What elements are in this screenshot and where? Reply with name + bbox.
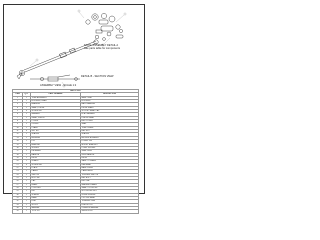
cell-part-number: BRACKET — [31, 143, 81, 146]
cell-description: SPACER — [81, 133, 139, 136]
cell-item: 8 — [13, 120, 23, 123]
cell-qty: 1 — [23, 193, 31, 196]
cell-item: 4 — [13, 106, 23, 109]
cell-item: 14 — [13, 140, 23, 143]
cell-qty: 1 — [23, 156, 31, 159]
cell-description: GUIDE SLEEVE — [81, 193, 139, 196]
cell-item: 11 — [13, 130, 23, 133]
cell-item: 9 — [13, 123, 23, 126]
cell-part-number: SPOOL — [31, 203, 81, 206]
table-title: PARTS LIST — [13, 90, 139, 93]
cell-item: 12 — [13, 133, 23, 136]
cell-part-number: LABEL — [31, 183, 81, 186]
parts-table — [12, 89, 139, 214]
cell-description: HEX BOLT — [81, 176, 139, 179]
cell-description: BASE PLATE — [81, 166, 139, 169]
cell-part-number: HOUSING, REAR — [31, 100, 81, 103]
cell-part-number: LINE — [31, 200, 81, 203]
cell-qty: 1 — [23, 133, 31, 136]
cell-part-number: O-RING — [31, 123, 81, 126]
cell-qty: 1 — [23, 126, 31, 129]
cell-description: END CAP — [81, 180, 139, 183]
cell-item: 17 — [13, 150, 23, 153]
cell-description: SAFETY GUARD — [81, 160, 139, 163]
cell-part-number: NUT M5 — [31, 130, 81, 133]
cell-qty: 1 — [23, 183, 31, 186]
cell-description: END COVER — [81, 120, 139, 123]
cell-qty: 2 — [23, 176, 31, 179]
cell-part-number: CAP — [31, 180, 81, 183]
cell-part-number: HEAD — [31, 197, 81, 200]
cell-description: TRIMMER LINE — [81, 200, 139, 203]
cell-description: HOUSING — [81, 100, 139, 103]
cell-item: 6 — [13, 113, 23, 116]
cell-part-number: SPRING — [31, 146, 81, 149]
drawing-sheet — [0, 0, 149, 213]
cell-description: SEAL — [81, 123, 139, 126]
column-header-description: DESCRIPTION — [81, 93, 139, 96]
cell-description: PAN HEAD — [81, 163, 139, 166]
cell-qty: 1 — [23, 160, 31, 163]
cell-qty: 2 — [23, 123, 31, 126]
column-header-part-number: PART NUMBER — [31, 93, 81, 96]
cell-part-number: CLAMP — [31, 126, 81, 129]
cell-qty: 2 — [23, 113, 31, 116]
note-bottom: ASSEMBLY VIEW - SCALE 1:2 — [40, 84, 77, 87]
cell-part-number: RETAINER — [31, 150, 81, 153]
cell-item: 29 — [13, 190, 23, 193]
cell-qty: 1 — [23, 207, 31, 210]
cell-description: TUBE CLAMP — [81, 126, 139, 129]
cell-qty: 1 — [23, 116, 31, 119]
cell-part-number: WASHER — [31, 113, 81, 116]
cell-part-number: BOLT M6 — [31, 176, 81, 179]
cell-part-number: CABLE — [31, 170, 81, 173]
cell-description: BALL BEARING — [81, 103, 139, 106]
note-upper-2: See parts table for components — [84, 47, 121, 50]
cell-qty: 4 — [23, 110, 31, 113]
cell-description: FLAT WASHER — [81, 113, 139, 116]
cell-item: 20 — [13, 160, 23, 163]
cell-qty: 4 — [23, 163, 31, 166]
cell-item: 35 — [13, 210, 23, 213]
cell-description: HEX NUT — [81, 130, 139, 133]
cell-qty: 1 — [23, 120, 31, 123]
cell-item: 34 — [13, 207, 23, 210]
cell-item: 13 — [13, 136, 23, 139]
cell-qty: 2 — [23, 103, 31, 106]
cell-part-number: TUBE ASSEMBLY — [31, 96, 81, 99]
cell-part-number: KEY — [31, 190, 81, 193]
cell-part-number: SPACER — [31, 133, 81, 136]
cell-part-number: SHAFT, DRIVE — [31, 106, 81, 109]
cell-qty: 1 — [23, 197, 31, 200]
cell-item: 27 — [13, 183, 23, 186]
cell-qty: 2 — [23, 190, 31, 193]
cell-qty: 1 — [23, 203, 31, 206]
cell-part-number: GEAR, PINION — [31, 116, 81, 119]
cell-item: 7 — [13, 116, 23, 119]
cell-item: 28 — [13, 186, 23, 189]
cell-description: OWNERS MANUAL — [81, 207, 139, 210]
cell-qty: 1 — [23, 166, 31, 169]
cell-description: SNAP RING — [81, 150, 139, 153]
cell-part-number: PIN — [31, 140, 81, 143]
cell-qty: 1 — [23, 210, 31, 213]
cell-item: 26 — [13, 180, 23, 183]
cell-description: WARNING LABEL — [81, 183, 139, 186]
cell-description: TRIGGER SWITCH — [81, 173, 139, 176]
cell-part-number: COVER — [31, 120, 81, 123]
cell-qty: 1 — [23, 186, 31, 189]
cell-part-number: SCREW M5 — [31, 110, 81, 113]
cell-item: 16 — [13, 146, 23, 149]
cell-item: 23 — [13, 170, 23, 173]
cell-qty: 1 — [23, 170, 31, 173]
cell-item: 15 — [13, 143, 23, 146]
cell-qty: 4 — [23, 130, 31, 133]
cell-qty: 1 — [23, 100, 31, 103]
cell-item: 21 — [13, 163, 23, 166]
cell-description: WOODRUFF KEY — [81, 190, 139, 193]
cell-part-number: KNOB — [31, 156, 81, 159]
table-row — [13, 210, 139, 213]
cell-qty: 1 — [23, 173, 31, 176]
cell-item: 3 — [13, 103, 23, 106]
upper-parts-cluster — [86, 13, 123, 40]
cell-item: 5 — [13, 110, 23, 113]
cell-part-number: SLEEVE — [31, 193, 81, 196]
cell-part-number: BEARING — [31, 103, 81, 106]
cell-qty: 1 — [23, 180, 31, 183]
cell-part-number: GUARD — [31, 160, 81, 163]
cell-description: GRIP HANDLE — [81, 153, 139, 156]
cell-description: COMP. SPRING — [81, 146, 139, 149]
cell-description: SERVICE KIT — [81, 210, 139, 213]
note-middle: DETAIL B - SECTION VIEW — [81, 75, 114, 78]
cell-description: MAIN TUBE — [81, 96, 139, 99]
cell-description: SHAFT COUPLER — [81, 186, 139, 189]
cell-qty: 1 — [23, 106, 31, 109]
cell-part-number: BUSHING — [31, 136, 81, 139]
cell-item: 22 — [13, 166, 23, 169]
cell-description: BRONZE BUSHING — [81, 136, 139, 139]
note-upper: NOTE: ASSEMBLY DETAIL A — [84, 44, 119, 47]
cell-item: 18 — [13, 153, 23, 156]
cell-part-number: COUPLER — [31, 186, 81, 189]
cell-item: 10 — [13, 126, 23, 129]
cell-item: 1 — [13, 96, 23, 99]
cell-item: 32 — [13, 200, 23, 203]
cell-qty: 1 — [23, 136, 31, 139]
cell-item: 2 — [13, 100, 23, 103]
cell-part-number: PLATE — [31, 166, 81, 169]
cell-description: DRIVE SHAFT — [81, 106, 139, 109]
cell-part-number: HANDLE — [31, 153, 81, 156]
cell-item: 33 — [13, 203, 23, 206]
cell-description: LINE SPOOL — [81, 203, 139, 206]
column-header-qty: QTY — [23, 93, 31, 96]
cell-part-number: TOOL KIT — [31, 210, 81, 213]
cell-description: KNOB — [81, 156, 139, 159]
cell-qty: 1 — [23, 146, 31, 149]
column-header-item: ITEM — [13, 93, 23, 96]
cell-description: CUTTER HEAD — [81, 197, 139, 200]
cell-description: MOUNT BRACKET — [81, 143, 139, 146]
cell-qty: 2 — [23, 150, 31, 153]
cell-part-number: SWITCH — [31, 173, 81, 176]
cell-qty: 1 — [23, 153, 31, 156]
cell-part-number: MANUAL — [31, 207, 81, 210]
middle-detail — [30, 75, 80, 81]
cell-item: 30 — [13, 193, 23, 196]
cell-qty: 1 — [23, 96, 31, 99]
cell-item: 31 — [13, 197, 23, 200]
cell-description: PINION GEAR — [81, 116, 139, 119]
cell-item: 24 — [13, 173, 23, 176]
cell-qty: 2 — [23, 140, 31, 143]
cell-description: CABLE ASSY — [81, 170, 139, 173]
cell-item: 19 — [13, 156, 23, 159]
cell-part-number: SCREW M4 — [31, 163, 81, 166]
cell-qty: 1 — [23, 200, 31, 203]
cell-item: 25 — [13, 176, 23, 179]
cell-description: DOWEL PIN — [81, 140, 139, 143]
cell-qty: 1 — [23, 143, 31, 146]
cell-description: SOCKET HEAD CAP — [81, 110, 139, 113]
